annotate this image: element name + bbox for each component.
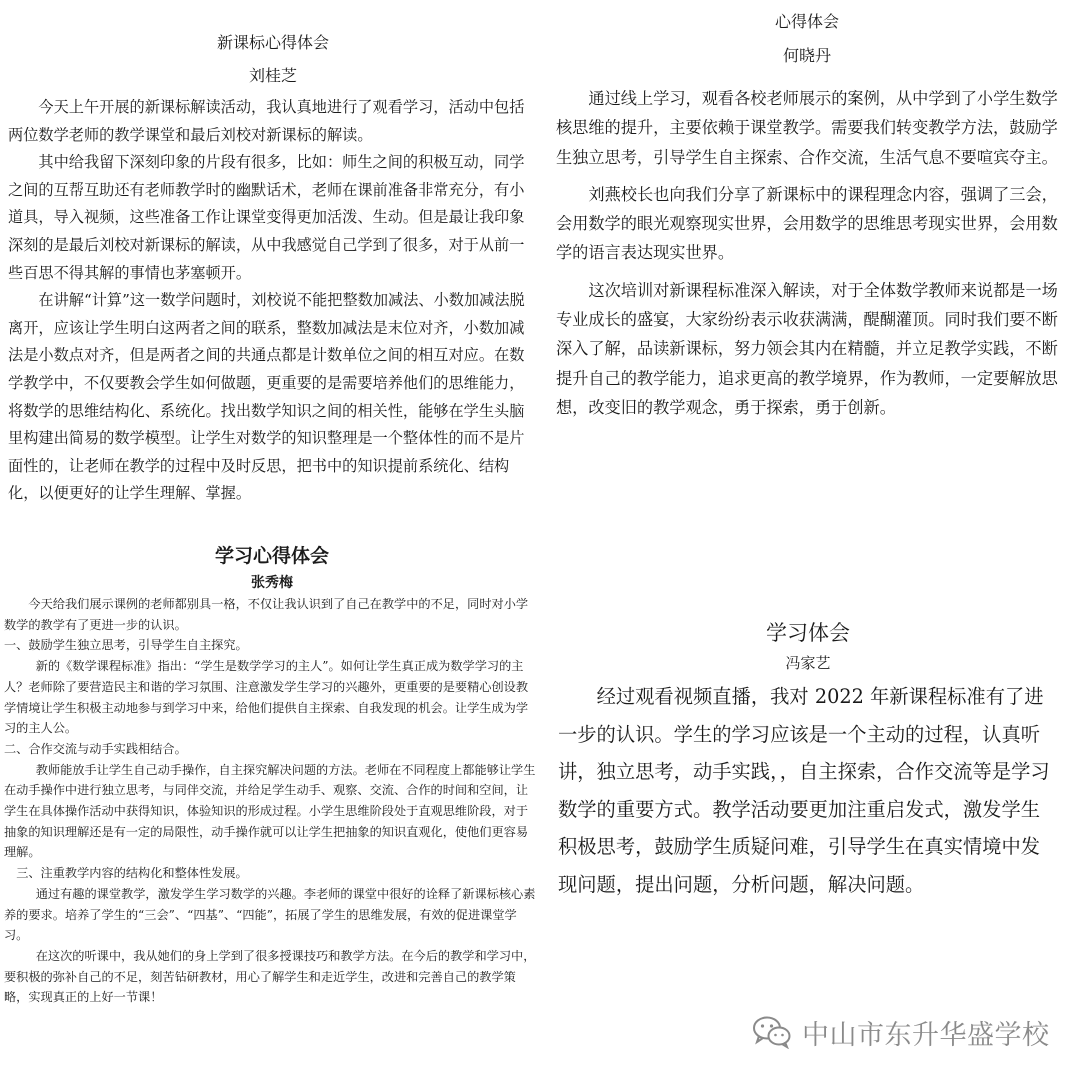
essay-panel-2: [556, 8, 1058, 430]
essay-heading: 二、合作交流与动手实践相结合。: [4, 741, 187, 756]
essay-paragraph: 刘燕校长也向我们分享了新课标中的课程理念内容，强调了三会，会用数学的眼光观察现实世界，会用数学的思维思考现实世界，会用数学的语言表达现实世界。: [556, 184, 1058, 263]
essay-paragraph: 在这次的听课中，我从她们的身上学到了很多授课技巧和教学方法。在今后的教学和学习中，要积极的弥补自己的不足，刻苦钻研教材，用心了解学生和走近学生，改进和完善自己的教学策略，实现真正的上好一节课！: [4, 948, 536, 1005]
wechat-icon: [752, 1015, 792, 1049]
essay-title: 心得体会: [774, 12, 839, 31]
essay-paragraph: 这次培训对新课程标准深入解读，对于全体数学教师来说都是一场专业成长的盛宴，大家纷纷表示收获满满，醍醐灌顶。同时我们要不断深入了解，品读新课标，努力领会其内在精髓，并立足教学实践，不断提升自己的教学能力，追求更高的教学境界，作为教师，一定要解放思想，改变旧的教学观念，勇于探索，勇于创新。: [556, 280, 1058, 417]
essay-paragraph: 新的《数学课程标准》指出：“学生是数学学习的主人”。如何让学生真正成为数学学习的主人？老师除了要营造民主和谐的学习氛围、注意激发学生学习的兴趣外，更重要的是要精心创设教学情境让学生积极主动地参与到学习中来，给他们提供自主探索、自我发现的机会。让学生成为学习的主人公。: [4, 659, 529, 736]
essay-author: 冯家艺: [785, 654, 831, 672]
essay-panel-4: [558, 616, 1058, 903]
essay-heading: 一、鼓励学生独立思考，引导学生自主探究。: [4, 638, 248, 653]
essay-paragraph: 今天上午开展的新课标解读活动，我认真地进行了观看学习，活动中包括两位数学老师的教学课堂和最后刘校对新课标的解读。: [8, 98, 525, 144]
essay-paragraph: 今天给我们展示课例的老师都别具一格，不仅让我认识到了自己在教学中的不足，同时对小学数学的教学有了更进一步的认识。: [4, 597, 529, 632]
essay-panel-3: [4, 540, 540, 1008]
essay-paragraph: 经过观看视频直播，我对 2022 年新课程标准有了进一步的认识。学生的学习应该是一个主动的过程，认真听讲，独立思考，动手实践，，自主探索，合作交流等是学习数学的重要方式。教学活动要更加注重启发式，激发学生积极思考，鼓励学生质疑问难，引导学生在真实情境中发现问题，提出问题，分析问题，解决问题。: [558, 685, 1050, 896]
essay-author: 刘桂芝: [248, 66, 297, 85]
essay-paragraph: 教师能放手让学生自己动手操作，自主探究解决问题的方法。老师在不同程度上都能够让学生在动手操作中进行独立思考，与同伴交流，并给足学生动手、观察、交流、合作的时间和空间，让学生在具体操作活动中获得知识，体验知识的形成过程。小学生思维阶段处于直观思维阶段，对于抽象的知识理解还是有一定的局限性，动手操作就可以让学生把抽象的知识直观化，使他们更容易理解。: [4, 762, 536, 860]
essay-paragraph: 其中给我留下深刻印象的片段有很多，比如：师生之间的积极互动，同学之间的互帮互助还有老师教学时的幽默话术，老师在课前准备非常充分，有小道具，导入视频，这些准备工作让课堂变得更加活泼、生动。但是最让我印象深刻的是最后刘校对新课标的解读，从中我感觉自己学到了很多，对于从前一些百思不得其解的事情也茅塞顿开。: [8, 153, 525, 282]
essay-paragraph: 通过线上学习，观看各校老师展示的案例，从中学到了小学生数学核思维的提升，主要依赖于课堂教学。需要我们转变教学方法，鼓励学生独立思考，引导学生自主探索、合作交流，生活气息不要喧宾夺主。: [556, 89, 1058, 167]
essay-author: 张秀梅: [251, 575, 293, 591]
essay-author: 何晓丹: [782, 46, 831, 65]
essay-paragraph: 在讲解“计算”这一数学问题时，刘校说不能把整数加减法、小数加减法脱离开，应该让学生明白这两者之间的联系，整数加减法是末位对齐，小数加减法是小数点对齐，但是两者之间的共通点都是计数单位之间的相互对应。在数学教学中，不仅要教会学生如何做题，更重要的是需要培养他们的思维能力，将数学的思维结构化、系统化。找出数学知识之间的相关性，能够在学生头脑里构建出简易的数学模型。让学生对数学的知识整理是一个整体性的而不是片面性的，让老师在教学的过程中及时反思，把书中的知识提前系统化、结构化，以便更好的让学生理解、掌握。: [8, 291, 525, 503]
essay-title: 学习心得体会: [214, 545, 329, 567]
watermark: [752, 1012, 1050, 1052]
school-name: 中山市东升华盛学校: [802, 1019, 1050, 1050]
essay-paragraph: 通过有趣的课堂教学，激发学生学习数学的兴趣。李老师的课堂中很好的诠释了新课标核心素养的要求。培养了学生的“三会”、“四基”、“四能”，拓展了学生的思维发展，有效的促进课堂学习。: [4, 886, 536, 943]
essay-panel-1: [8, 28, 538, 508]
essay-heading: 三、注重教学内容的结构化和整体性发展。: [16, 866, 248, 881]
essay-title: 学习体会: [766, 621, 850, 645]
essay-title: 新课标心得体会: [216, 33, 329, 52]
